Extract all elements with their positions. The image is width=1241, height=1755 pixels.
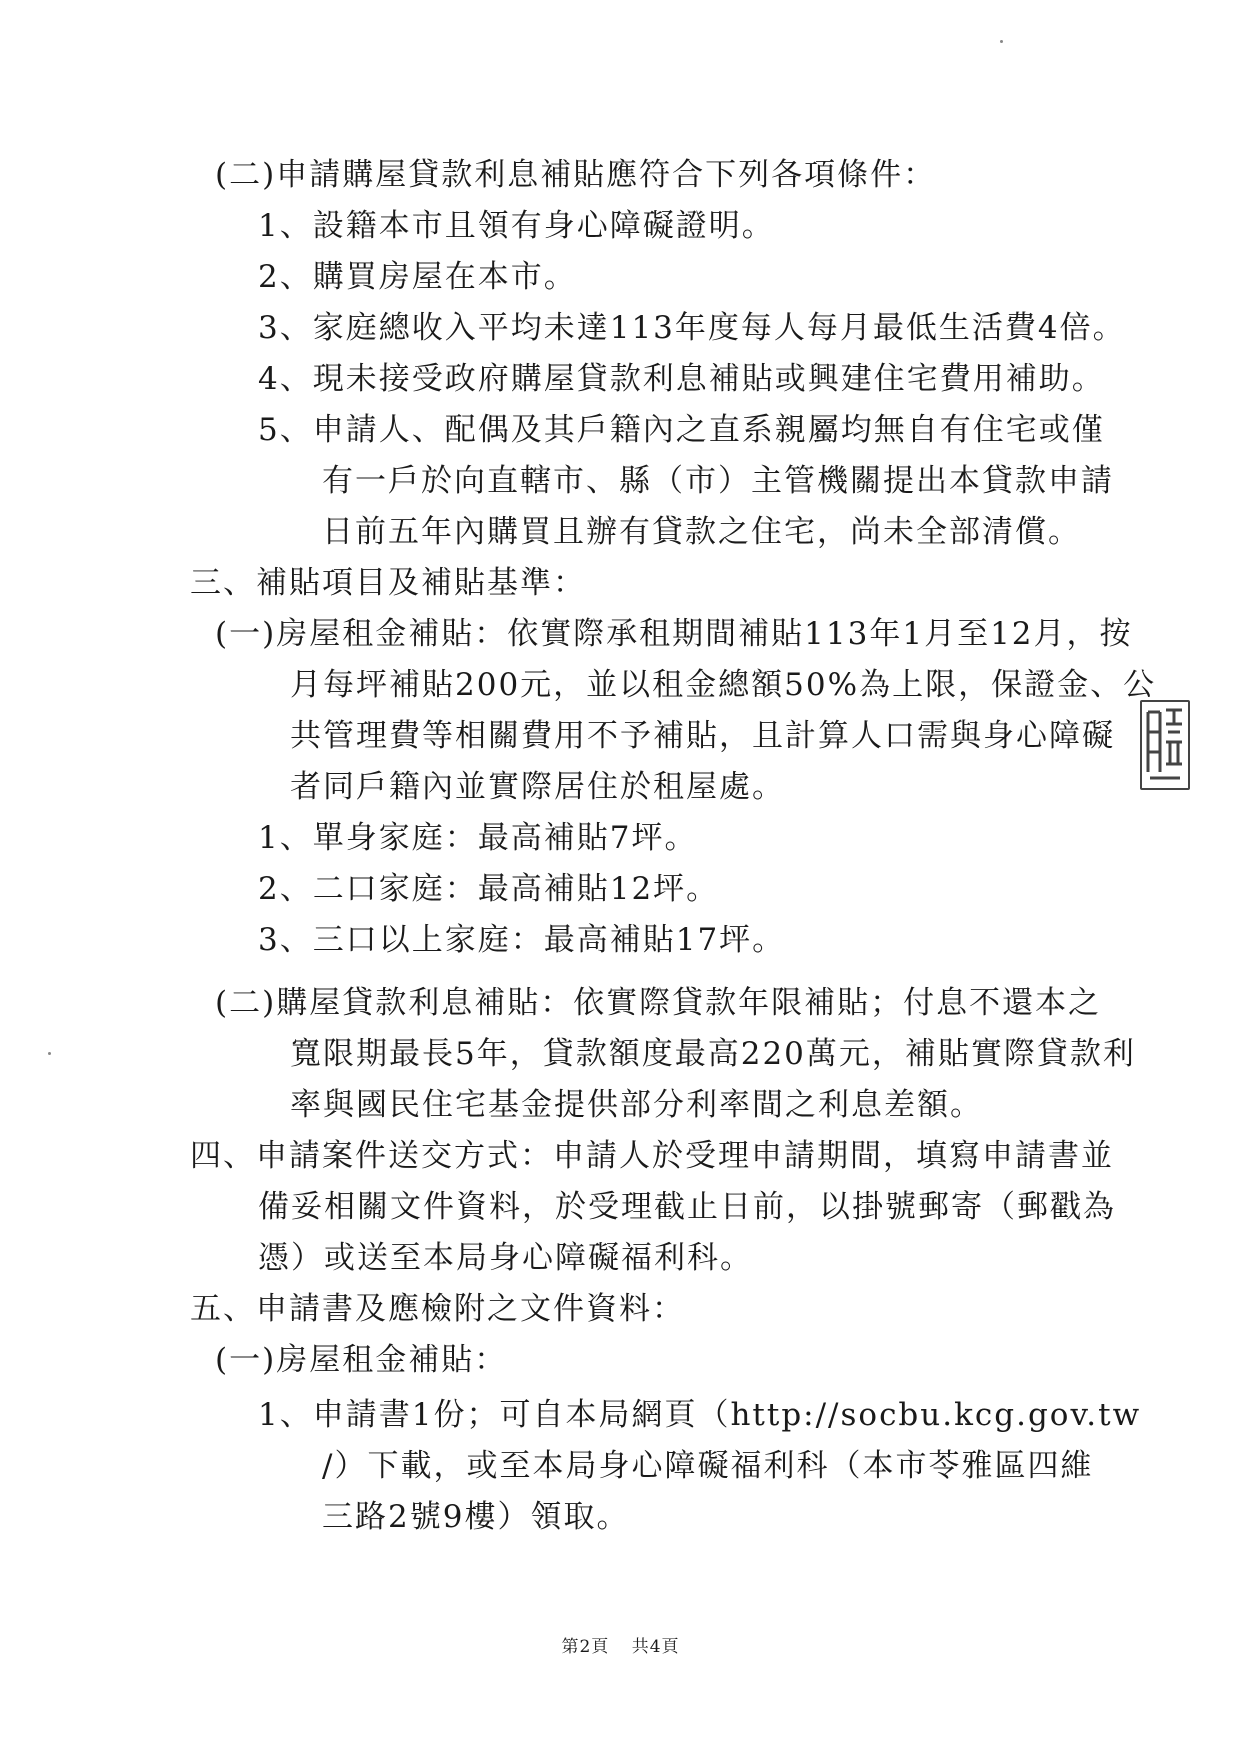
text-line: 4、現未接受政府購屋貸款利息補貼或興建住宅費用補助。 [258, 361, 1105, 397]
text-line: 1、申請書1份；可自本局網頁（http://socbu.kcg.gov.tw [258, 1397, 1142, 1433]
text-line: 3、三口以上家庭：最高補貼17坪。 [258, 922, 786, 958]
text-line: (一)房屋租金補貼：依實際承租期間補貼113年1月至12月，按 [215, 616, 1133, 652]
text-line: 備妥相關文件資料，於受理截止日前，以掛號郵寄（郵戳為 [258, 1189, 1116, 1225]
text-line: 寬限期最長5年，貸款額度最高220萬元，補貼實際貸款利 [290, 1036, 1136, 1072]
text-line: 率與國民住宅基金提供部分利率間之利息差額。 [290, 1087, 983, 1123]
text-line: 5、申請人、配偶及其戶籍內之直系親屬均無自有住宅或僅 [258, 412, 1105, 448]
page-footer [0, 1632, 1241, 1657]
section-heading: 五、申請書及應檢附之文件資料： [190, 1291, 685, 1327]
seam-seal-stamp [1140, 700, 1190, 790]
text-line: 月每坪補貼200元，並以租金總額50%為上限，保證金、公 [290, 667, 1157, 703]
scan-speck [1000, 40, 1003, 43]
text-line: 1、設籍本市且領有身心障礙證明。 [258, 208, 775, 244]
text-line: (二)申請購屋貸款利息補貼應符合下列各項條件： [215, 157, 937, 193]
text-line: 1、單身家庭：最高補貼7坪。 [258, 820, 698, 856]
text-line: 2、購買房屋在本市。 [258, 259, 577, 295]
seal-glyph-icon [1142, 702, 1188, 788]
page-total: 共4頁 [631, 1637, 680, 1657]
text-line: 2、二口家庭：最高補貼12坪。 [258, 871, 720, 907]
text-line: 共管理費等相關費用不予補貼，且計算人口需與身心障礙 [290, 718, 1115, 754]
page-number: 第2頁 [561, 1637, 610, 1657]
text-line: 3、家庭總收入平均未達113年度每人每月最低生活費4倍。 [258, 310, 1126, 346]
text-line: 三路2號9樓）領取。 [322, 1499, 630, 1535]
text-line: (一)房屋租金補貼： [215, 1342, 508, 1378]
text-line: (二)購屋貸款利息補貼：依實際貸款年限補貼；付息不還本之 [215, 985, 1102, 1021]
section-heading: 三、補貼項目及補貼基準： [190, 565, 586, 601]
scan-speck [48, 1052, 51, 1055]
text-line: 憑）或送至本局身心障礙福利科。 [258, 1240, 753, 1276]
section-heading: 四、申請案件送交方式：申請人於受理申請期間，填寫申請書並 [190, 1138, 1114, 1174]
text-line: 日前五年內購買且辦有貸款之住宅，尚未全部清償。 [322, 514, 1081, 550]
text-line: 有一戶於向直轄市、縣（市）主管機關提出本貸款申請 [322, 463, 1114, 499]
text-line: 者同戶籍內並實際居住於租屋處。 [290, 769, 785, 805]
text-line: /）下載，或至本局身心障礙福利科（本市苓雅區四維 [322, 1448, 1094, 1484]
